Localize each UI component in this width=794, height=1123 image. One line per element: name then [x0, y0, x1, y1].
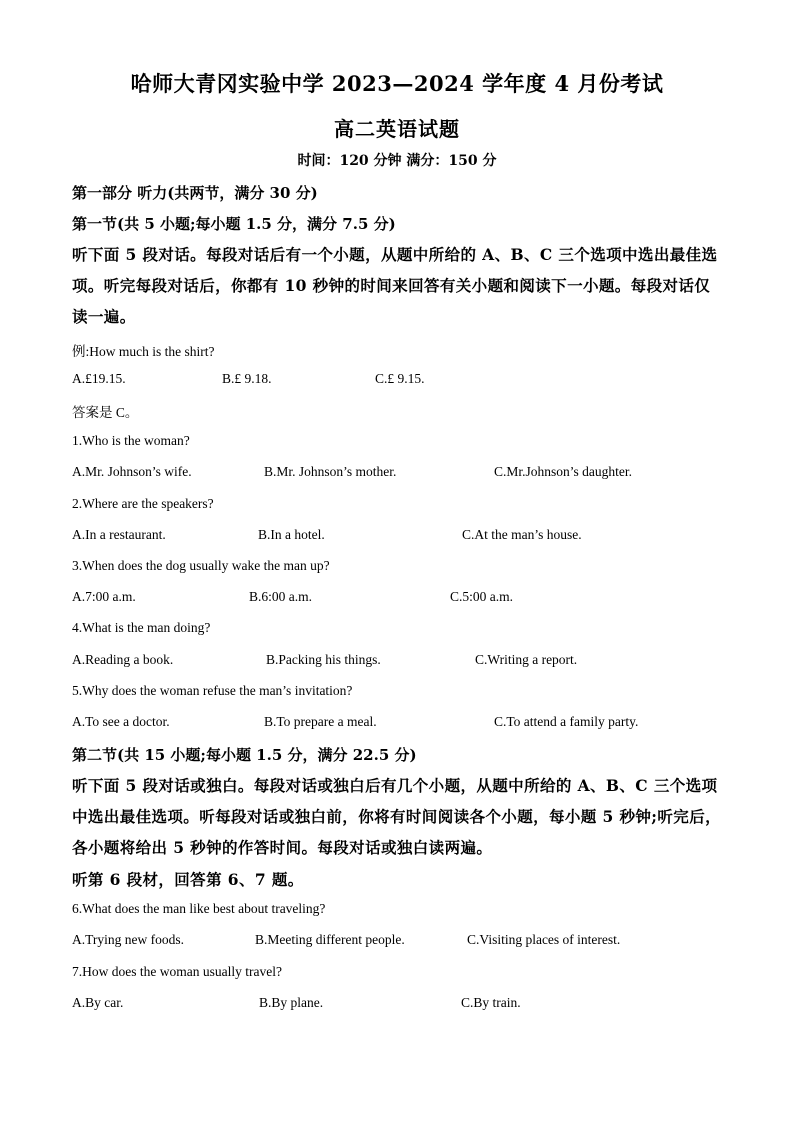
q5-option-c: C.To attend a family party.	[494, 714, 639, 729]
part1-heading: 第一部分 听力(共两节，满分 30 分)	[72, 184, 318, 202]
section1-instruction-line: 读一遍。	[72, 307, 136, 326]
q1-option-c: C.Mr.Johnson’s daughter.	[494, 464, 633, 479]
q4-option-c: C.Writing a report.	[475, 652, 578, 667]
question-4: 4.What is the man doing?	[72, 620, 211, 635]
q1-option-a: A.Mr. Johnson’s wife.	[72, 464, 192, 479]
example-option-c: C.£ 9.15.	[375, 371, 425, 386]
question-1: 1.Who is the woman?	[72, 433, 190, 448]
section2-instruction-line: 各小题将给出 5 秒钟的作答时间。每段对话或独白读两遍。	[72, 838, 493, 857]
section1-instruction-line: 听下面 5 段对话。每段对话后有一个小题，从题中所给的 A、B、C 三个选项中选出最佳选	[72, 245, 718, 264]
q6-option-c: C.Visiting places of interest.	[467, 932, 621, 947]
question-6: 6.What does the man like best about traveling?	[72, 901, 326, 916]
q5-option-a: A.To see a doctor.	[72, 714, 170, 729]
q2-option-b: B.In a hotel.	[258, 527, 325, 542]
section2-heading: 第二节(共 15 小题;每小题 1.5 分，满分 22.5 分)	[72, 746, 417, 764]
q4-option-b: B.Packing his things.	[266, 652, 381, 667]
question-3: 3.When does the dog usually wake the man up?	[72, 558, 330, 573]
q3-option-a: A.7:00 a.m.	[72, 589, 136, 604]
q5-option-b: B.To prepare a meal.	[264, 714, 377, 729]
example-answer: 答案是 C。	[72, 405, 139, 420]
material-heading: 听第 6 段材，回答第 6、7 题。	[72, 870, 304, 889]
question-2: 2.Where are the speakers?	[72, 496, 214, 511]
example-option-a: A.£19.15.	[72, 371, 126, 386]
example-question: 例:How much is the shirt?	[72, 344, 215, 359]
q7-option-a: A.By car.	[72, 995, 124, 1010]
exam-subtitle: 高二英语试题	[334, 117, 460, 141]
q2-option-c: C.At the man’s house.	[462, 527, 582, 542]
q3-option-b: B.6:00 a.m.	[249, 589, 312, 604]
section2-instruction-line: 听下面 5 段对话或独白。每段对话或独白后有几个小题，从题中所给的 A、B、C 三个选项	[72, 776, 718, 795]
section1-instruction-line: 项。听完每段对话后，你都有 10 秒钟的时间来回答有关小题和阅读下一小题。每段对话仅	[72, 276, 711, 295]
question-7: 7.How does the woman usually travel?	[72, 964, 282, 979]
q4-option-a: A.Reading a book.	[72, 652, 174, 667]
q1-option-b: B.Mr. Johnson’s mother.	[264, 464, 397, 479]
q7-option-b: B.By plane.	[259, 995, 324, 1010]
section1-heading: 第一节(共 5 小题;每小题 1.5 分，满分 7.5 分)	[72, 215, 396, 233]
example-option-b: B.£ 9.18.	[222, 371, 272, 386]
q3-option-c: C.5:00 a.m.	[450, 589, 513, 604]
q6-option-a: A.Trying new foods.	[72, 932, 185, 947]
exam-title: 哈师大青冈实验中学 2023—2024 学年度 4 月份考试	[130, 71, 664, 96]
q2-option-a: A.In a restaurant.	[72, 527, 166, 542]
section2-instruction-line: 中选出最佳选项。听每段对话或独白前，你将有时间阅读各个小题，每小题 5 秒钟;听完后，	[72, 807, 722, 826]
q6-option-b: B.Meeting different people.	[255, 932, 405, 947]
q7-option-c: C.By train.	[461, 995, 521, 1010]
question-5: 5.Why does the woman refuse the man’s invitation?	[72, 683, 353, 698]
exam-meta: 时间：120 分钟 满分：150 分	[297, 153, 497, 169]
